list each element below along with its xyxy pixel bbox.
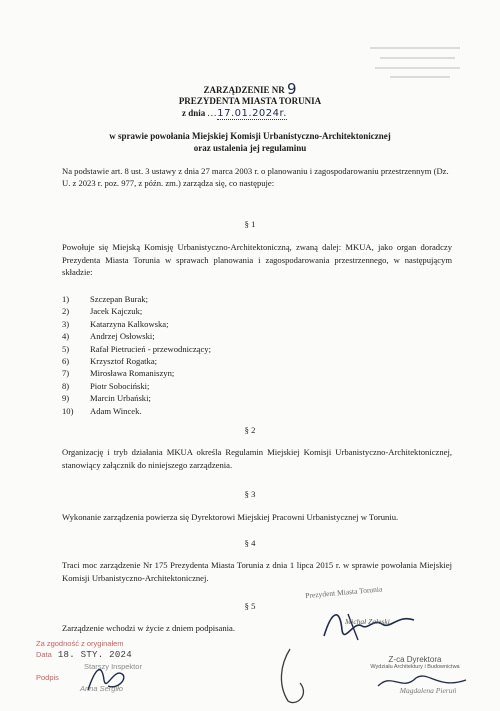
certification-role: Starszy Inspektor bbox=[84, 662, 142, 671]
section-1-text: Powołuje się Miejską Komisję Urbanistyczno-Architektoniczną, zwaną dalej: MKUA, jako organ doradczy Prezydenta Miasta Torunia w sprawach planowania i zagospodarowania przestrzennego, w następującym składzie: bbox=[62, 242, 452, 277]
list-item: 10) Adam Wincek. bbox=[62, 405, 142, 416]
document-issuer: PREZYDENTA MIASTA TORUNIA bbox=[178, 96, 322, 106]
section-5-mark: § 5 bbox=[244, 601, 256, 611]
section-5-text: Zarządzenie wchodzi w życie z dniem podpisania. bbox=[62, 623, 235, 633]
president-name: Michał Zaleski bbox=[345, 617, 390, 626]
subject-line-1: w sprawie powołania Miejskiej Komisji Urbanistyczno-Architektonicznej bbox=[109, 131, 391, 141]
members-list bbox=[62, 293, 362, 417]
section-4-mark: § 4 bbox=[244, 538, 256, 548]
president-stamp: Prezydent Miasta Torunia bbox=[304, 584, 383, 601]
list-item: 4) Andrzej Osłowski; bbox=[62, 331, 155, 342]
list-item: 5) Rafał Pietrucień - przewodniczący; bbox=[62, 343, 211, 354]
document-date-line: z dnia ...17.01.2024r. bbox=[182, 108, 287, 119]
deputy-line-1: Z-ca Dyrektora bbox=[388, 655, 442, 664]
section-4-text: Traci moc zarządzenie Nr 175 Prezydenta Miasta Torunia z dnia 1 lipca 2015 r. w sprawie powołania Miejskiej Komisji Urbanistyczno-Architektonicznej. bbox=[62, 560, 452, 583]
section-3-mark: § 3 bbox=[244, 489, 256, 499]
document-date-value: 17.01.2024r. bbox=[217, 108, 287, 119]
subject-line-2: oraz ustalenia jej regulaminu bbox=[193, 143, 307, 153]
certification-line-1: Za zgodność z oryginałem bbox=[36, 639, 124, 648]
deputy-name: Magdalena Pieruń bbox=[399, 686, 457, 695]
list-item: 3) Katarzyna Kalkowska; bbox=[62, 318, 169, 329]
preamble: Na podstawie art. 8 ust. 3 ustawy z dnia 27 marca 2003 r. o planowaniu i zagospodarowaniu przestrzennym (Dz. U. z 2023 r. poz. 977, z późn. zm.) zarządza się, co następuje: bbox=[62, 166, 449, 188]
list-item: 6) Krzysztof Rogatka; bbox=[62, 356, 158, 367]
handwritten-initial-icon bbox=[270, 645, 320, 707]
bleed-through-mark bbox=[360, 42, 480, 86]
section-1-mark: § 1 bbox=[244, 219, 256, 229]
list-item: 2) Jacek Kajczuk; bbox=[62, 306, 143, 317]
list-item: 7) Mirosława Romaniszyn; bbox=[62, 368, 175, 379]
certification-podpis-label: Podpis bbox=[36, 673, 59, 682]
certification-signature-icon bbox=[78, 660, 138, 696]
list-item: 9) Marcin Urbański; bbox=[62, 393, 151, 404]
section-3-text: Wykonanie zarządzenia powierza się Dyrektorowi Miejskiej Pracowni Urbanistycznej w Toruniu. bbox=[62, 512, 399, 522]
list-item: 8) Piotr Sobociński; bbox=[62, 380, 150, 391]
document-title: ZARZĄDZENIE NR 9 bbox=[203, 80, 297, 98]
certification-date: 18. STY. 2024 bbox=[57, 650, 132, 660]
certification-name: Anna Sergiło bbox=[80, 684, 123, 693]
section-2-text: Organizację i tryb działania MKUA określa Regulamin Miejskiej Komisji Urbanistyczno-Architektonicznej, stanowiący załącznik do niniejszego zarządzenia. bbox=[62, 447, 452, 470]
section-2-mark: § 2 bbox=[244, 425, 256, 435]
document-number: 9 bbox=[286, 80, 297, 98]
deputy-line-2: Wydziału Architektury i Budownictwa bbox=[370, 664, 460, 670]
list-item: 1) Szczepan Burak; bbox=[62, 294, 148, 304]
certification-data-row: Data 18. STY. 2024 bbox=[36, 650, 132, 660]
